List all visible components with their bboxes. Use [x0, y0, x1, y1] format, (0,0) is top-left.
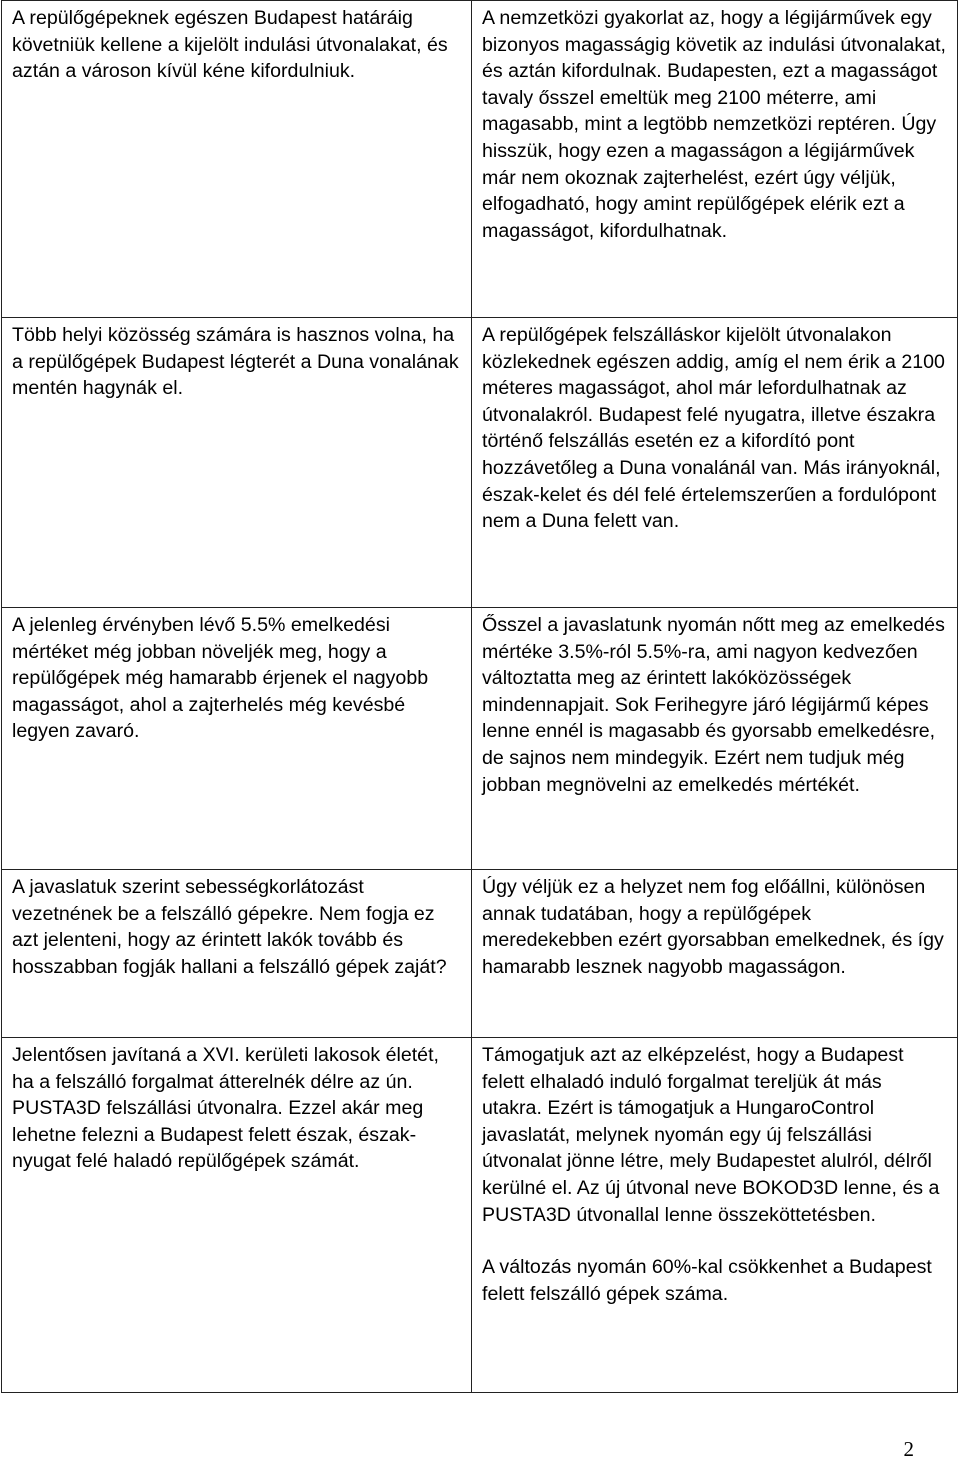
paragraph: Támogatjuk azt az elképzelést, hogy a Budapest felett elhaladó induló forgalmat tereljük át más utakra. Ezért is támogatjuk a HungaroControl javaslatát, melynek nyomán egy új felszállási útvonalat jönne létre, mely Budapestet alulról, délről kerülné el. Az új útvonal neve BOKOD3D lenne, és a PUSTA3D útvonallal lenne összeköttetésben. — [482, 1044, 940, 1226]
paragraph: Több helyi közösség számára is hasznos volna, ha a repülőgépek Budapest légterét a Duna vonalának mentén hagynák el. — [12, 324, 459, 400]
left-cell — [2, 608, 472, 870]
left-cell — [2, 318, 472, 608]
left-cell — [2, 870, 472, 1038]
paragraph: Úgy véljük ez a helyzet nem fog előállni, különösen annak tudatában, hogy a repülőgépek meredekebben ezért gyorsabban emelkednek, és így hamarabb lesznek nagyobb magasságon. — [482, 876, 944, 978]
paragraph: Ősszel a javaslatunk nyomán nőtt meg az emelkedés mértéke 3.5%-ról 5.5%-ra, ami nagyon kedvezően változtatta meg az érintett lakóközösségek mindennapjait. Sok Ferihegyre járó légijármű képes lenne ennél is magasabb és gyorsabb emelkedésre, de sajnos nem mindegyik. Ezért nem tudjuk még jobban megnövelni az emelkedés mértékét. — [482, 614, 945, 796]
table-row — [2, 1, 958, 318]
right-cell — [472, 318, 958, 608]
paragraph: A javaslatuk szerint sebességkorlátozást vezetnének be a felszálló gépekre. Nem fogja ez azt jelenteni, hogy az érintett lakók tovább és hosszabban fogják hallani a felszálló gépek zaját? — [12, 876, 447, 978]
table-row — [2, 870, 958, 1038]
qa-table — [1, 0, 958, 1393]
left-cell — [2, 1038, 472, 1393]
page-number: 2 — [903, 1437, 914, 1461]
paragraph: A repülőgépeknek egészen Budapest határáig követniük kellene a kijelölt indulási útvonalakat, és aztán a városon kívül kéne kifordulniuk. — [12, 7, 448, 83]
paragraph: A jelenleg érvényben lévő 5.5% emelkedési mértéket még jobban növeljék meg, hogy a repülőgépek még hamarabb érjenek el nagyobb magasságot, ahol a zajterhelés még kevésbé legyen zavaró. — [12, 614, 429, 743]
paragraph: A nemzetközi gyakorlat az, hogy a légijárművek egy bizonyos magasságig követik az indulási útvonalakat, és aztán kifordulnak. Budapesten, ezt a magasságot tavaly ősszel emeltük meg 2100 méterre, ami magasabb, mint a legtöbb nemzetközi reptéren. Úgy hisszük, hogy ezen a magasságon a légijárművek már nem okoznak zajterhelést, ezért úgy véljük, elfogadható, hogy amint repülőgépek elérik ezt a magasságot, kifordulhatnak. — [482, 7, 946, 242]
table-row — [2, 318, 958, 608]
right-cell — [472, 1038, 958, 1393]
right-cell — [472, 1, 958, 318]
table-row — [2, 608, 958, 870]
left-cell — [2, 1, 472, 318]
right-cell — [472, 608, 958, 870]
paragraph: Jelentősen javítaná a XVI. kerületi lakosok életét, ha a felszálló forgalmat átterelnék délre az ún. PUSTA3D felszállási útvonalra. Ezzel akár meg lehetne felezni a Budapest felett észak, észak-nyugat felé haladó repülőgépek számát. — [12, 1044, 439, 1173]
table-row — [2, 1038, 958, 1393]
right-cell — [472, 870, 958, 1038]
paragraph: A változás nyomán 60%-kal csökkenhet a Budapest felett felszálló gépek száma. — [482, 1256, 932, 1305]
paragraph: A repülőgépek felszálláskor kijelölt útvonalakon közlekednek egészen addig, amíg el nem érik a 2100 méteres magasságot, ahol már lefordulhatnak az útvonalakról. Budapest felé nyugatra, illetve északra történő felszállás esetén ez a kifordító pont hozzávetőleg a Duna vonalánál van. Más irányoknál, észak-kelet és dél felé értelemszerűen a fordulópont nem a Duna felett van. — [482, 324, 945, 533]
